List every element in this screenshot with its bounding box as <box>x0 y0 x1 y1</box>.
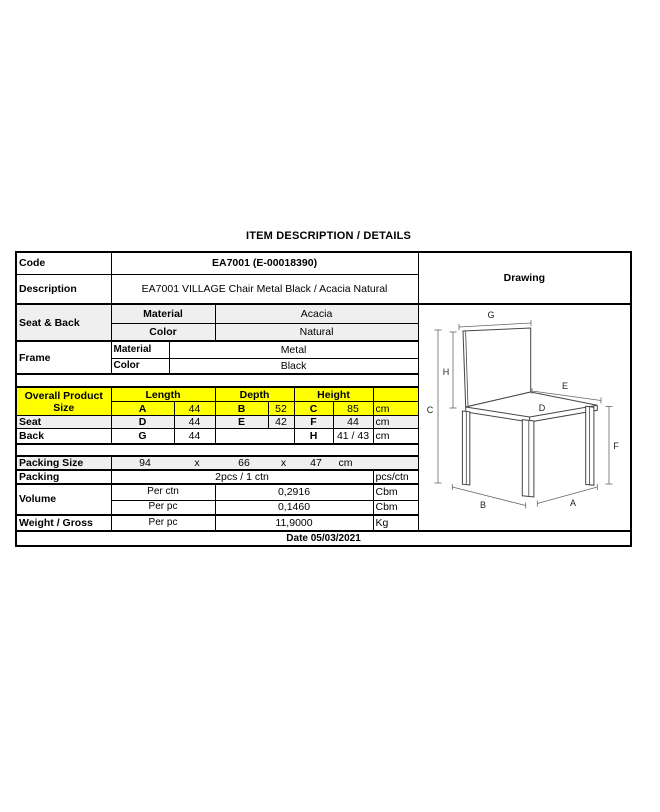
dim-label-b: B <box>479 500 486 510</box>
overall-length-value: 44 <box>174 402 215 416</box>
code-label: Code <box>16 252 111 274</box>
size-col-height: Height <box>294 387 373 401</box>
packing-unit: pcs/ctn <box>373 470 418 484</box>
dim-label-e: E <box>561 381 568 391</box>
description-label: Description <box>16 274 111 304</box>
weight-key: Per pc <box>111 515 215 531</box>
back-depth-empty-cell <box>215 429 294 444</box>
packing-value: 2pcs / 1 ctn <box>111 470 373 484</box>
frame-material-label: Material <box>111 341 169 358</box>
size-col-depth: Depth <box>215 387 294 401</box>
volume-label: Volume <box>16 484 111 515</box>
packing-size-label: Packing Size <box>16 456 111 470</box>
item-spec-table <box>15 251 632 547</box>
date-value: Date 05/03/2021 <box>16 531 631 546</box>
seat-back-material-label: Material <box>111 304 215 323</box>
packing-size-v2: 66 <box>238 456 250 469</box>
overall-depth-value: 52 <box>268 402 294 416</box>
volume-per-pc-key: Per pc <box>111 500 215 515</box>
seat-unit: cm <box>373 416 418 429</box>
code-row <box>16 252 631 274</box>
dim-label-g: G <box>487 310 495 320</box>
drawing-header: Drawing <box>418 252 631 304</box>
packing-size-v3: 47 <box>310 456 322 469</box>
seat-back-material-row <box>16 304 631 323</box>
page-title: ITEM DESCRIPTION / DETAILS <box>245 230 412 242</box>
overall-product-size-line2: Size <box>53 401 75 414</box>
back-unit: cm <box>373 429 418 444</box>
overall-product-size-line1: Overall Product <box>24 389 103 402</box>
seat-back-color-label: Color <box>111 323 215 341</box>
overall-depth-key: B <box>215 402 268 416</box>
overall-height-key: C <box>294 402 333 416</box>
seat-depth-value: 42 <box>268 416 294 429</box>
back-height-key: H <box>294 429 333 444</box>
weight-value: 11,9000 <box>215 515 373 531</box>
volume-per-pc-value: 0,1460 <box>215 500 373 515</box>
spacer-cell <box>16 374 418 387</box>
seat-back-color-value: Natural <box>215 323 418 341</box>
volume-per-ctn-key: Per ctn <box>111 484 215 500</box>
dim-label-f: F <box>612 441 619 451</box>
frame-label: Frame <box>16 341 111 374</box>
frame-material-value: Metal <box>169 341 418 358</box>
back-row-label: Back <box>16 429 111 444</box>
back-length-value: 44 <box>174 429 215 444</box>
seat-back-label: Seat & Back <box>16 304 111 341</box>
packing-size-sep1: x <box>194 456 200 469</box>
dim-label-d: D <box>538 403 545 413</box>
size-header-empty-cell <box>373 387 418 401</box>
overall-height-value: 85 <box>333 402 373 416</box>
seat-length-value: 44 <box>174 416 215 429</box>
packing-size-unit: cm <box>338 456 353 469</box>
description-value: EA7001 VILLAGE Chair Metal Black / Acacia Natural <box>111 274 418 304</box>
back-height-value: 41 / 43 <box>333 429 373 444</box>
seat-row-label: Seat <box>16 416 111 429</box>
overall-length-key: A <box>111 402 174 416</box>
back-length-key: G <box>111 429 174 444</box>
code-value: EA7001 (E-00018390) <box>111 252 418 274</box>
seat-height-key: F <box>294 416 333 429</box>
spacer-cell <box>16 444 418 456</box>
volume-per-ctn-unit: Cbm <box>373 484 418 500</box>
dim-label-c: C <box>426 405 433 415</box>
dim-label-h: H <box>442 367 449 377</box>
seat-length-key: D <box>111 416 174 429</box>
seat-back-material-value: Acacia <box>215 304 418 323</box>
seat-height-value: 44 <box>333 416 373 429</box>
drawing-area <box>418 304 631 531</box>
chair-drawing <box>421 305 632 530</box>
weight-unit: Kg <box>373 515 418 531</box>
volume-per-pc-unit: Cbm <box>373 500 418 515</box>
packing-size-values <box>111 456 418 470</box>
volume-per-ctn-value: 0,2916 <box>215 484 373 500</box>
frame-color-value: Black <box>169 358 418 374</box>
packing-size-sep2: x <box>280 456 287 469</box>
packing-size-v1: 94 <box>139 456 151 469</box>
size-col-length: Length <box>111 387 215 401</box>
weight-label: Weight / Gross <box>16 515 111 531</box>
dim-label-a: A <box>569 498 576 508</box>
overall-unit: cm <box>373 402 418 416</box>
overall-product-size-label <box>16 387 111 415</box>
seat-depth-key: E <box>215 416 268 429</box>
date-row <box>16 531 631 546</box>
packing-label: Packing <box>16 470 111 484</box>
frame-color-label: Color <box>111 358 169 374</box>
